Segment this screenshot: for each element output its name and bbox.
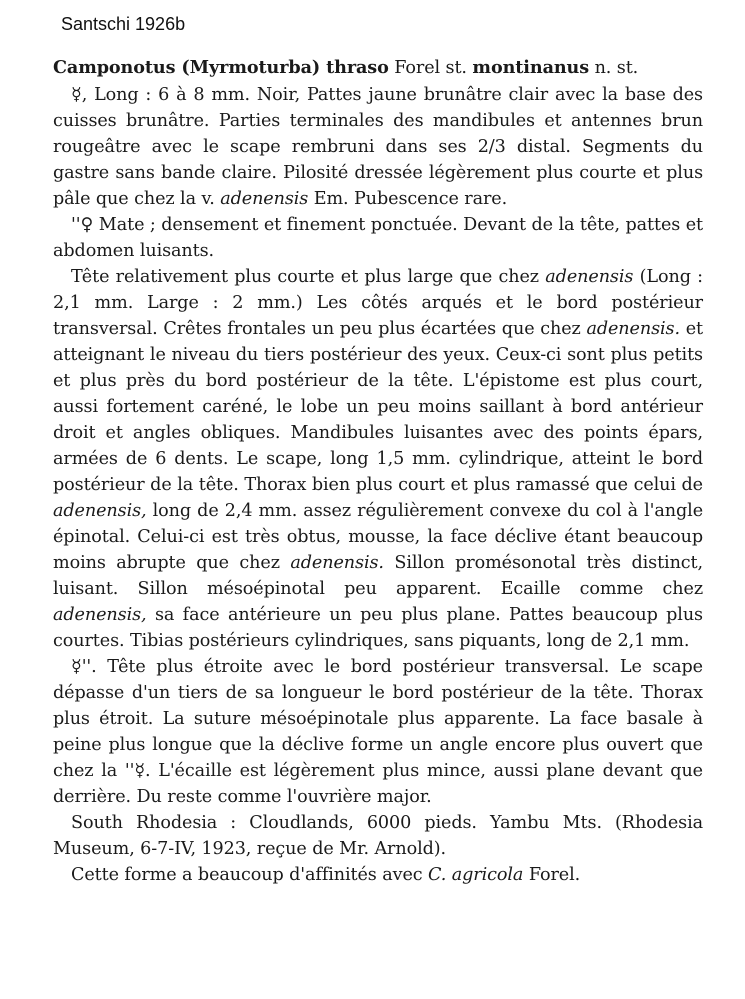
paragraph-text: (Long : 2,1 mm. Large : 2 mm.) Les côtés arqués et le bord postérieur transversal. Crêtes frontales un peu plus écartées que chez: [53, 267, 704, 339]
paragraph-text: Cette forme a beaucoup d'affinités avec: [71, 865, 423, 885]
italic-taxon: adenensis,: [53, 501, 147, 521]
paragraph-text: Sillon promésonotal très distinct, luisant. Sillon mésoépinotal peu apparent. Ecaille comme chez: [53, 553, 704, 599]
affinity-note: [53, 862, 703, 888]
italic-taxon: adenensis: [220, 189, 309, 209]
italic-taxon: adenensis,: [53, 605, 147, 625]
head-description: [53, 264, 703, 654]
italic-taxon: adenensis.: [586, 319, 680, 339]
title-genus: Camponotus (Myrmoturba) thraso: [53, 57, 389, 78]
title-status: n. st.: [594, 58, 639, 78]
paragraph-text: Tête relativement plus courte et plus large que chez: [71, 267, 539, 287]
species-title: [53, 55, 703, 81]
italic-taxon: adenensis: [545, 267, 634, 287]
worker-description: [53, 82, 703, 212]
locality: South Rhodesia : Cloudlands, 6000 pieds. Yambu Mts. (Rhodesia Museum, 6-7-IV, 1923, reçue de Mr. Arnold).: [53, 813, 703, 859]
minor-worker-description: ☿''. Tête plus étroite avec le bord postérieur transversal. Le scape dépasse d'un tiers de sa longueur le bord postérieur de la tête. Thorax plus étroit. La suture mésoépinotale plus apparente. La face basale à peine plus longue que la déclive forme un angle encore plus ouvert que chez la ''☿. L'écaille est légèrement plus mince, aussi plane devant que derrière. Du reste comme l'ouvrière major.: [53, 657, 703, 807]
italic-taxon: C. agricola: [428, 865, 524, 885]
italic-taxon: adenensis.: [290, 553, 384, 573]
paragraph-text: et atteignant le niveau du tiers postérieur des yeux. Ceux-ci sont plus petits et plus près du bord postérieur de la tête. L'épistome est plus court, aussi fortement caréné, le lobe un peu moins saillant à bord antérieur droit et angles obliques. Mandibules luisantes avec des points épars, armées de 6 dents. Le scape, long 1,5 mm. cylindrique, atteint le bord postérieur de la tête. Thorax bien plus court et plus ramassé que celui de: [53, 319, 703, 495]
paragraph-text: Forel.: [528, 865, 581, 885]
paragraph-text: sa face antérieure un peu plus plane. Pattes beaucoup plus courtes. Tibias postérieurs cylindriques, sans piquants, long de 2,1 mm.: [53, 605, 703, 651]
source-label: Santschi 1926b: [61, 14, 186, 34]
female-description: ''♀ Mate ; densement et finement ponctuée. Devant de la tête, pattes et abdomen luisants.: [53, 215, 703, 261]
title-taxon: montinanus: [472, 57, 590, 78]
title-author: Forel st.: [394, 58, 467, 78]
paragraph-text: Em. Pubescence rare.: [313, 189, 508, 209]
paragraph-text: ☿, Long : 6 à 8 mm. Noir, Pattes jaune brunâtre clair avec la base des cuisses brunâtre. Parties terminales des mandibules et antennes brun rougeâtre avec le scape rembruni dans ses 2/3 distal. Segments du gastre sans bande claire. Pilosité dressée légèrement plus courte et plus pâle que chez la v.: [53, 85, 703, 209]
document-body: [53, 55, 703, 888]
paragraph-text: long de 2,4 mm. assez régulièrement convexe du col à l'angle épinotal. Celui-ci est très obtus, mousse, la face déclive étant beaucoup moins abrupte que chez: [53, 501, 704, 573]
